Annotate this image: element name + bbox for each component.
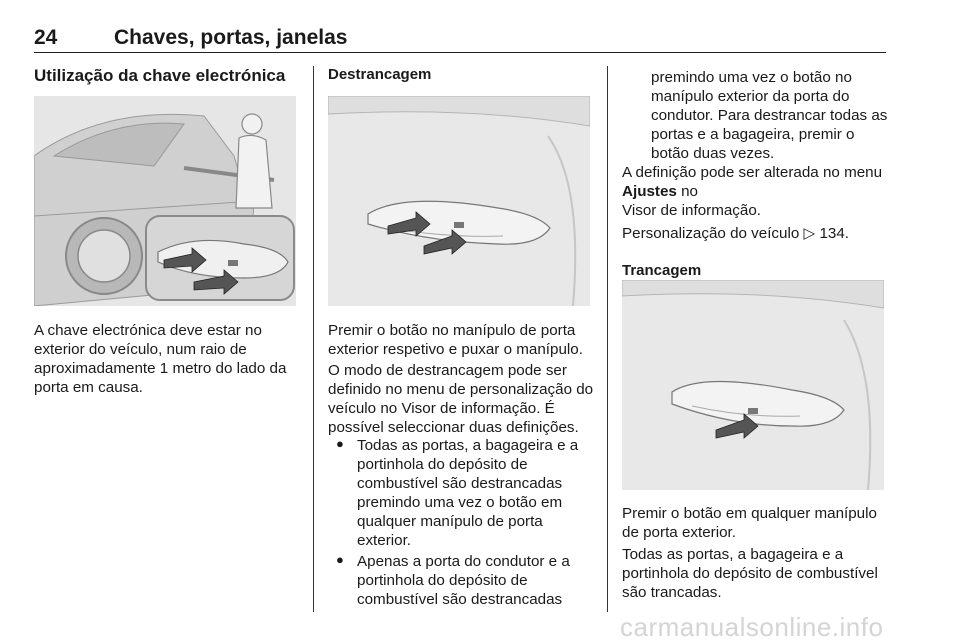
- page-reference-icon: ▷: [803, 225, 816, 242]
- paragraph-electronic-key: A chave electrónica deve estar no exterior do veículo, num raio de aproximadamente 1 metro do lado da porta em causa.: [34, 322, 287, 396]
- chapter-title: Chaves, portas, janelas: [114, 26, 348, 49]
- section-title-unlocking: Destrancagem: [328, 66, 432, 83]
- watermark: carmanualsonline.info: [620, 612, 884, 642]
- section-title-electronic-key: Utilização da chave electrónica: [34, 66, 286, 85]
- page-header: [34, 26, 886, 53]
- bullet-dot: ●: [336, 436, 344, 451]
- paragraph-setting-change: A definição pode ser alterada no menu Ajustes no Visor de informação.: [622, 164, 883, 219]
- paragraph-vehicle-personalization: Personalização do veículo ▷ 134.: [622, 225, 850, 242]
- paragraph-continued: premindo uma vez o botão no manípulo exterior da porta do condutor. Para destrancar todas as portas e a bagageira, premir o botão duas vezes.: [651, 69, 888, 162]
- bullet-driver-door: Apenas a porta do condutor e a portinhola do depósito de combustível são destrancadas: [357, 553, 570, 608]
- paragraph-unlock-mode: O modo de destrancagem pode ser definido no menu de personalização do veículo no Visor de informação. É possível seleccionar duas definições.: [328, 362, 594, 436]
- menu-settings-label: Ajustes: [622, 183, 677, 200]
- column-divider-left: [313, 66, 314, 612]
- bullet-all-doors: Todas as portas, a bagageira e a portinhola do depósito de combustível são destrancadas premindo uma vez o botão em qualquer manípulo de porta exterior.: [357, 437, 579, 549]
- paragraph-lock-press: Premir o botão em qualquer manípulo de porta exterior.: [622, 505, 877, 541]
- door-handle-lock-illustration: [622, 280, 884, 490]
- page-reference: 134.: [819, 225, 850, 242]
- page-number: 24: [34, 26, 58, 49]
- column-divider-right: [607, 66, 608, 612]
- section-title-locking: Trancagem: [622, 262, 702, 279]
- paragraph-unlock-press: Premir o botão no manípulo de porta exterior respetivo e puxar o manípulo.: [328, 322, 583, 358]
- door-handle-unlock-illustration: [328, 96, 590, 306]
- car-door-handle-illustration: [34, 96, 296, 306]
- paragraph-lock-result: Todas as portas, a bagageira e a portinhola do depósito de combustível são trancadas.: [622, 546, 878, 601]
- bullet-dot: ●: [336, 552, 344, 567]
